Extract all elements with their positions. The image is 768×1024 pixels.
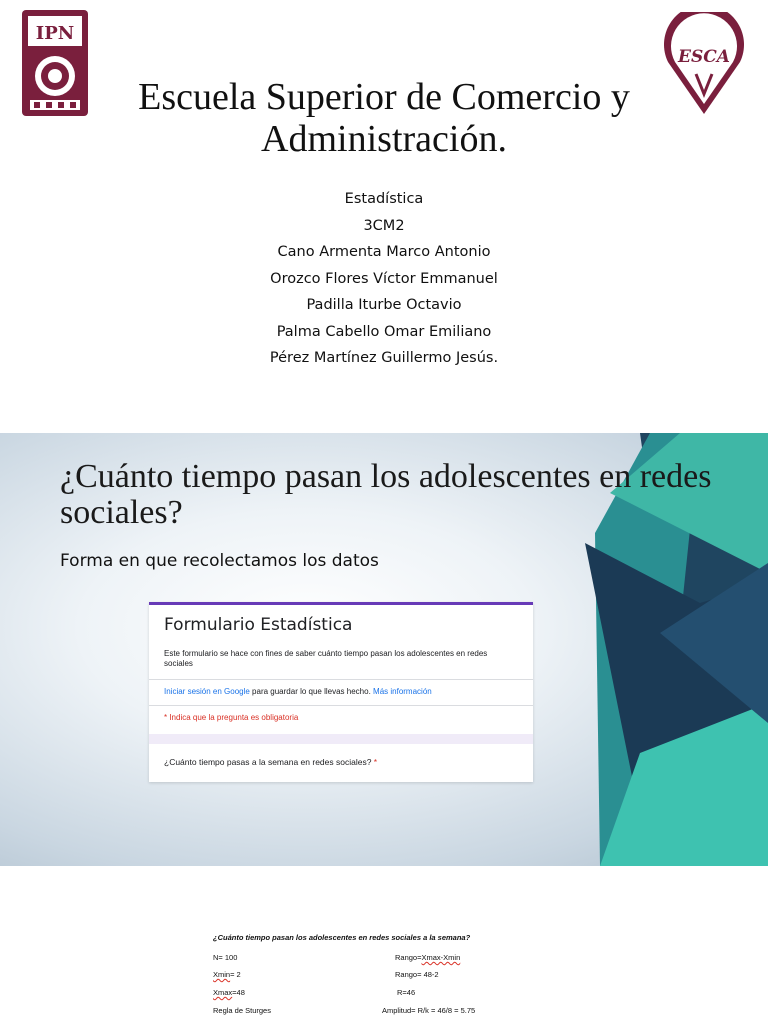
esca-logo-text: ESCA: [678, 47, 730, 67]
range-result: R=46: [397, 988, 416, 997]
sample-size: N= 100: [213, 953, 238, 962]
google-form-preview: [149, 602, 533, 782]
school-title: Escuela Superior de Comercio y Administración.: [138, 76, 630, 160]
xmax-value: =48: [232, 988, 245, 997]
xmin-row: [213, 970, 241, 979]
form-divider: [149, 705, 533, 706]
form-title: Formulario Estadística: [164, 615, 353, 635]
question-text: ¿Cuánto tiempo pasas a la semana en redes sociales?: [164, 757, 372, 767]
presentation-slide: [0, 433, 768, 866]
ipn-logo-text: IPN: [35, 23, 75, 44]
xmin-label: Xmin: [213, 970, 231, 979]
form-question[interactable]: [164, 757, 377, 767]
author-name: Pérez Martínez Guillermo Jesús.: [269, 350, 499, 366]
xmax-label: Xmax: [213, 988, 233, 997]
author-name: Cano Armenta Marco Antonio: [277, 244, 491, 260]
author-name: Orozco Flores Víctor Emmanuel: [270, 270, 498, 287]
xmin-value: = 2: [230, 970, 241, 979]
slide-subtitle: Forma en que recolectamos los datos: [60, 551, 379, 571]
required-note: * Indica que la pregunta es obligatoria: [164, 713, 299, 722]
author-name: Palma Cabello Omar Emiliano: [276, 323, 492, 340]
author-name: Padilla Iturbe Octavio: [306, 297, 462, 313]
sturges-rule: Regla de Sturges: [213, 1006, 271, 1015]
required-marker: *: [371, 757, 378, 767]
range-expression: Xmax-Xmin: [421, 953, 461, 962]
range-label: Rango=: [395, 953, 422, 962]
group-code: 3CM2: [363, 217, 405, 234]
cover-page: [0, 0, 768, 432]
statistics-page: [0, 866, 768, 1024]
range-calc: Rango= 48-2: [395, 970, 439, 979]
range-formula: [395, 953, 460, 962]
form-divider: [149, 679, 533, 680]
form-section-gap: [149, 734, 533, 744]
slide-title: ¿Cuánto tiempo pasan los adolescentes en redes sociales?: [60, 458, 712, 531]
xmax-row: [213, 988, 245, 997]
more-info-link[interactable]: Más información: [373, 687, 432, 696]
cover-info: [184, 186, 584, 372]
login-notice-text: para guardar lo que llevas hecho.: [249, 687, 374, 696]
subject-name: Estadística: [344, 191, 424, 207]
stats-heading: ¿Cuánto tiempo pasan los adolescentes en redes sociales a la semana?: [213, 933, 471, 942]
class-width: Amplitud= R/k = 46/8 = 5.75: [382, 1006, 476, 1015]
form-login-notice: [164, 687, 432, 696]
form-description: Este formulario se hace con fines de saber cuánto tiempo pasan los adolescentes en redes sociales: [164, 649, 488, 668]
google-signin-link[interactable]: Iniciar sesión en Google: [164, 687, 250, 696]
